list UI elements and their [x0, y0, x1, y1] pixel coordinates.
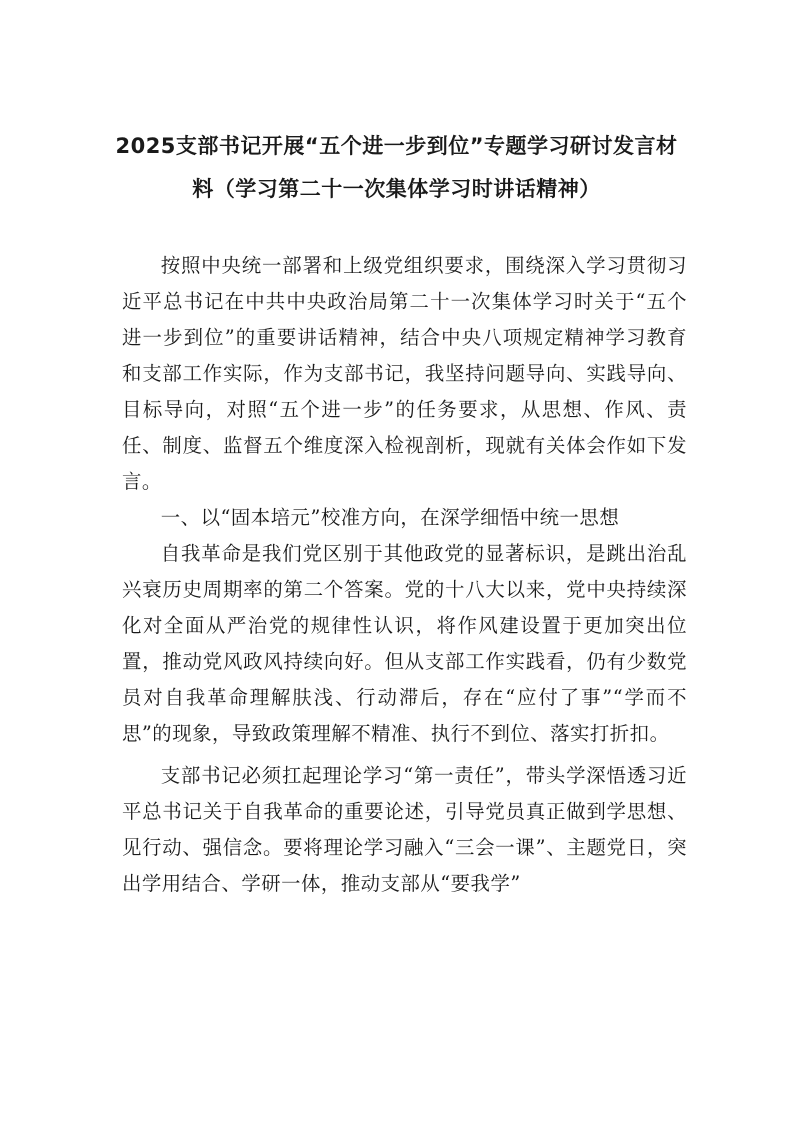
paragraph-intro: 按照中央统一部署和上级党组织要求，围绕深入学习贯彻习近平总书记在中共中央政治局第二十一次集体学习时关于“五个进一步到位”的重要讲话精神，结合中央八项规定精神学习教育和支部工作实际，作为支部书记，我坚持问题导向、实践导向、目标导向，对照“五个进一步”的任务要求，从思想、作风、责任、制度、监督五个维度深入检视剖析，现就有关体会作如下发言。 [122, 254, 687, 493]
paragraph-section-1-b: 支部书记必须扛起理论学习“第一责任”，带头学深悟透习近平总书记关于自我革命的重要论述，引导党员真正做到学思想、见行动、强信念。要将理论学习融入“三会一课”、主题党日，突出学用结合、学研一体，推动支部从“要我学” [122, 764, 687, 895]
document-title-line-2: 料（学习第二十一次集体学习时讲话精神） [192, 177, 601, 201]
document-body [122, 248, 687, 902]
section-heading-1: 一、以“固本培元”校准方向，在深学细悟中统一思想 [160, 506, 620, 529]
document-title-line-1: 2025支部书记开展“五个进一步到位”专题学习研讨发言材 [115, 134, 678, 158]
paragraph-section-1-a: 自我革命是我们党区别于其他政党的显著标识，是跳出治乱兴衰历史周期率的第二个答案。党的十八大以来，党中央持续深化对全面从严治党的规律性认识，将作风建设置于更加突出位置，推动党风政风持续向好。但从支部工作实践看，仍有少数党员对自我革命理解肤浅、行动滞后，存在“应付了事”“学而不思”的现象，导致政策理解不精准、执行不到位、落实打折扣。 [122, 542, 687, 745]
